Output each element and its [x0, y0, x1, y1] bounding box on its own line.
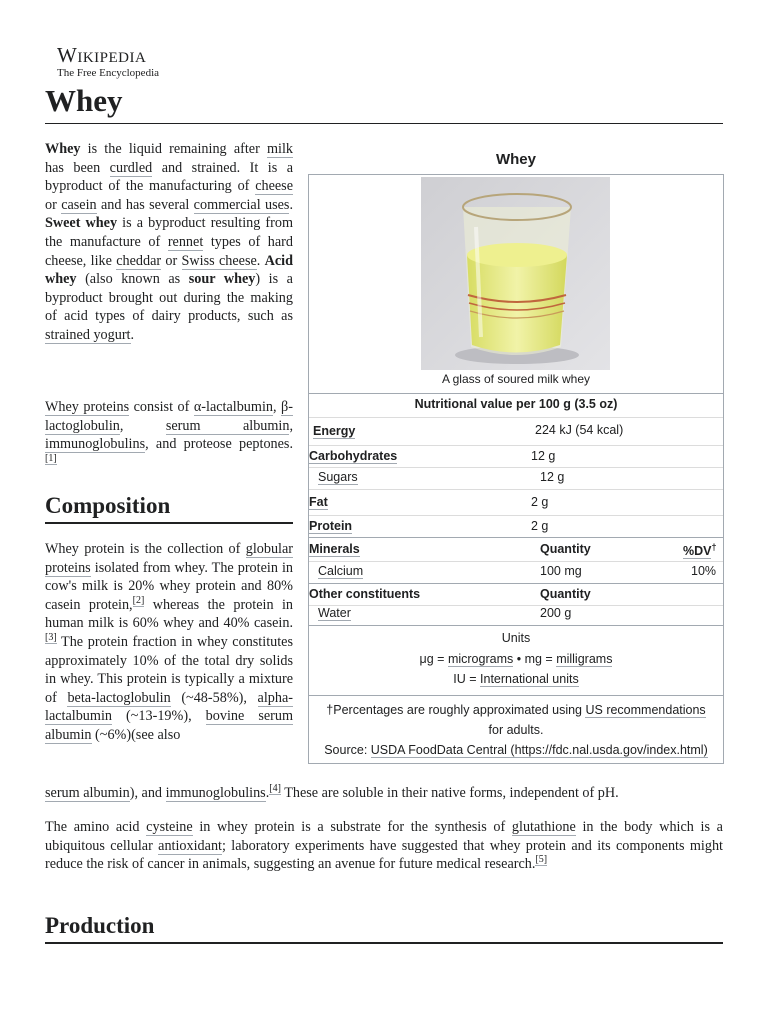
source-line: Source: USDA FoodData Central (https://fdc.nal.usda.gov/index.html) — [324, 743, 708, 757]
article-link[interactable]: rennet — [167, 233, 204, 250]
usda-source-link[interactable]: USDA FoodData Central (https://fdc.nal.usda.gov/index.html) — [370, 743, 708, 757]
other-constituents-row — [309, 583, 723, 605]
production-divider — [45, 942, 723, 944]
carbohydrates-value: 12 g — [531, 449, 556, 463]
quantity-header: Quantity — [540, 542, 591, 556]
composition-divider — [45, 522, 293, 524]
section-heading-production: Production — [45, 913, 155, 938]
wikipedia-logo[interactable] — [57, 44, 187, 80]
article-link[interactable]: antioxidant — [158, 837, 222, 854]
energy-value: 224 kJ (54 kcal) — [535, 423, 624, 437]
glass-image-icon — [421, 177, 610, 370]
quantity-header-2: Quantity — [540, 587, 591, 601]
article-link[interactable]: cysteine — [146, 819, 193, 835]
energy-label[interactable]: Energy — [313, 424, 356, 438]
calcium-label[interactable]: Calcium — [318, 564, 364, 578]
whey-glass-photo[interactable] — [421, 177, 610, 370]
section-heading-composition: Composition — [45, 493, 171, 518]
citation-ref[interactable]: [1] — [45, 453, 57, 465]
bold-term: Sweet whey — [45, 215, 118, 232]
dv-header[interactable]: %DV† — [683, 542, 717, 559]
bold-term: Acid whey — [45, 252, 293, 288]
sugars-label[interactable]: Sugars — [318, 470, 358, 484]
international-units-link[interactable]: International units — [480, 672, 579, 686]
water-row — [309, 605, 723, 625]
citation-ref[interactable]: [3] — [45, 632, 57, 644]
micrograms-link[interactable]: micrograms — [447, 652, 514, 666]
article-link[interactable]: cheddar — [116, 252, 162, 269]
composition-paragraph-2: The amino acid cysteine in whey protein is a substrate for the synthesis of glutathione in the body which is a ubiquitous cellular antioxidant; laboratory experiments have suggested that whey protein and its components might reduce the risk of cancer in animals, suggesting an avenue for future medical research.[5] — [45, 819, 723, 873]
article-link[interactable]: strained yogurt — [45, 326, 131, 343]
infobox-footnote — [309, 695, 723, 763]
infobox-caption: Whey — [495, 151, 536, 168]
article-link[interactable]: serum albumin — [45, 785, 130, 801]
footnote-line-1: †Percentages are roughly approximated using US recommendations — [326, 703, 706, 717]
article-link[interactable]: commercial uses — [193, 196, 290, 213]
article-link[interactable]: casein — [61, 196, 97, 213]
us-recommendations-link[interactable]: US recommendations — [585, 703, 706, 717]
units-block — [309, 625, 723, 695]
article-link[interactable]: curdled — [109, 159, 153, 176]
bold-term: sour whey — [188, 271, 256, 288]
energy-row — [309, 417, 723, 445]
composition-paragraph-1-tail: serum albumin), and immunoglobulins.[4] These are soluble in their native forms, independent of pH. — [45, 783, 619, 801]
citation-ref[interactable]: [2] — [132, 595, 145, 607]
sugars-value: 12 g — [540, 470, 565, 484]
article-link[interactable]: Swiss cheese — [181, 252, 257, 269]
article-link[interactable]: alpha-lactalbumin — [45, 689, 293, 725]
intro-paragraph-2: Whey proteins consist of α-lactalbumin, β-lactoglobulin, serum albumin, immunoglobulins, and proteose peptones.[1] — [45, 399, 294, 465]
calcium-row — [309, 561, 723, 583]
protein-row — [309, 515, 723, 537]
article-link[interactable]: serum albumin — [165, 417, 290, 434]
article-link[interactable]: cheese — [255, 178, 293, 195]
footnote-line-2: for adults. — [488, 723, 544, 737]
minerals-label[interactable]: Minerals — [309, 542, 360, 556]
nutrition-header: Nutritional value per 100 g (3.5 oz) — [414, 397, 618, 411]
image-caption: A glass of soured milk whey — [441, 372, 591, 386]
page-title: Whey — [45, 83, 123, 118]
water-value: 200 g — [540, 606, 572, 620]
article-link[interactable]: milk — [266, 141, 293, 157]
units-title: Units — [501, 631, 531, 645]
protein-label[interactable]: Protein — [309, 519, 353, 533]
calcium-dv: 10% — [691, 564, 717, 578]
citation-ref[interactable]: [4] — [269, 783, 281, 795]
fat-label[interactable]: Fat — [309, 495, 328, 509]
title-divider — [45, 123, 723, 124]
article-link[interactable]: globular proteins — [45, 541, 293, 576]
other-constituents-label: Other constituents — [309, 587, 421, 601]
article-link[interactable]: immunoglobulins — [45, 436, 146, 453]
article-link[interactable]: Whey proteins — [45, 399, 130, 415]
carbohydrates-row — [309, 445, 723, 467]
minerals-header-row — [309, 537, 723, 561]
milligrams-link[interactable]: milligrams — [556, 652, 613, 666]
intro-paragraph-1: Whey is the liquid remaining after milk has been curdled and strained. It is a byproduct of the manufacturing of cheese or casein and has several commercial uses. Sweet whey is a byproduct resulting from the manufacture of rennet types of hard cheese, like cheddar or Swiss cheese. Acid whey (also known as sour whey) is a byproduct brought out during the making of acid types of dairy products, such as strained yogurt. — [45, 141, 294, 343]
article-link[interactable]: β-lactoglobulin — [45, 399, 293, 434]
water-label[interactable]: Water — [318, 606, 351, 620]
article-link[interactable]: beta-lactoglobulin — [67, 689, 171, 706]
calcium-value: 100 mg — [540, 564, 582, 578]
article-link[interactable]: immunoglobulins — [165, 785, 266, 801]
article-link[interactable]: α-lactalbumin — [193, 399, 273, 415]
units-line-2: IU = International units — [453, 672, 579, 686]
infobox — [308, 174, 724, 764]
bold-term: Whey — [45, 141, 81, 157]
protein-value: 2 g — [531, 519, 549, 533]
units-line-1: μg = micrograms • mg = milligrams — [419, 652, 613, 666]
carbohydrates-label[interactable]: Carbohydrates — [309, 449, 398, 463]
logo-wordmark: Wikipedia — [57, 43, 147, 67]
logo-tagline: The Free Encyclopedia — [57, 67, 160, 79]
fat-value: 2 g — [531, 495, 549, 509]
article-link[interactable]: bovine serum albumin — [45, 708, 293, 743]
nutrition-header-row — [309, 393, 723, 417]
sugars-row — [309, 467, 723, 489]
fat-row — [309, 489, 723, 515]
citation-ref[interactable]: [5] — [535, 854, 548, 866]
article-link[interactable]: glutathione — [511, 819, 576, 835]
composition-paragraph-1: Whey protein is the collection of globular proteins isolated from whey. The protein in cow's milk is 20% whey protein and 80% casein protein,[2] whereas the protein in human milk is 60% whey and 40% casein.[3] The protein fraction in whey constitutes approximately 10% of the total dry solids in whey. This protein is typically a mixture of beta-lactoglobulin (~48-58%), alpha-lactalbumin (~13-19%), bovine serum albumin (~6%)(see also — [45, 541, 293, 743]
